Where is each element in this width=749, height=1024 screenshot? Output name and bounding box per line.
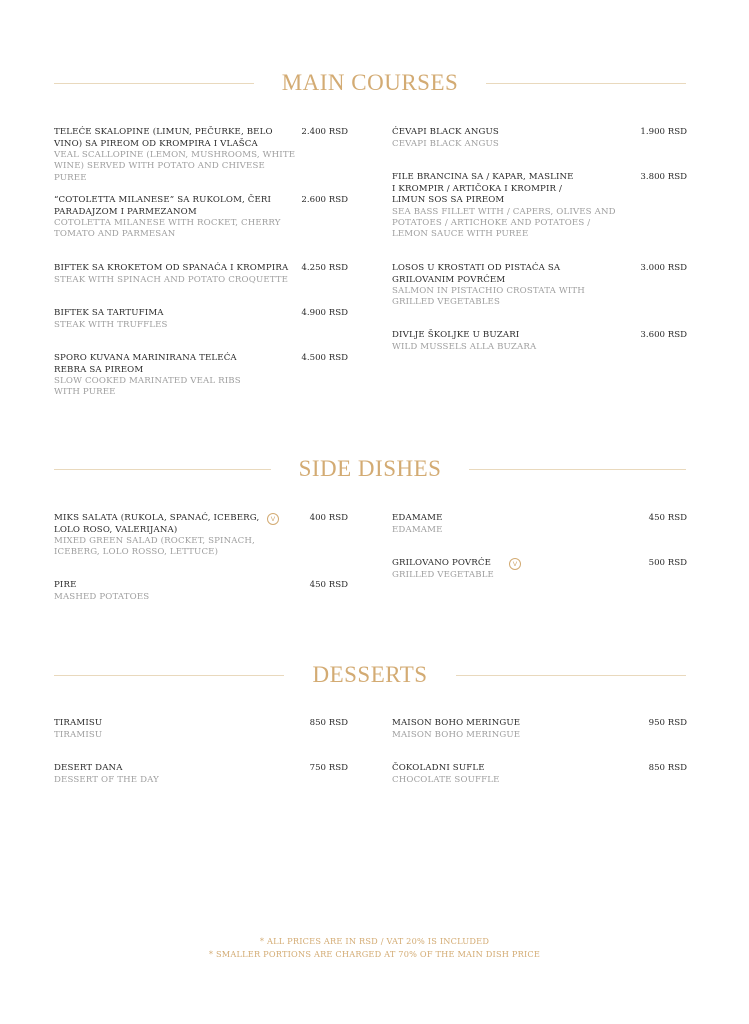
dish-description: CEVAPI BLACK ANGUS [392,138,499,149]
dish-description: EDAMAME [392,524,443,535]
dish-description: MAISON BOHO MERINGUE [392,729,521,740]
divider-line [456,675,686,676]
section-header-side-dishes [54,456,686,482]
dish-name: ĆEVAPI BLACK ANGUS [392,127,499,137]
menu-item [54,127,348,184]
dish-price: 850 RSD [648,763,687,773]
dish-description: GRILLED VEGETABLE [392,569,494,580]
dish-price: 950 RSD [648,718,687,728]
dish-name: SPORO KUVANA MARINIRANA TELEĆA REBRA SA PIREOM [54,353,237,375]
dish-description: MIXED GREEN SALAD (ROCKET, SPINACH, ICEBERG, LOLO ROSSO, LETTUCE) [54,536,255,558]
dish-description: MASHED POTATOES [54,591,150,602]
dish-name: TIRAMISU [54,718,103,728]
menu-item [392,763,687,786]
dish-price: 850 RSD [309,718,348,728]
dish-name: LOSOS U KROSTATI OD PISTAĆA SA GRILOVANIM POVRĆEM [392,263,561,285]
dish-description: DESSERT OF THE DAY [54,774,159,785]
divider-line [54,83,254,84]
dish-price: 4.500 RSD [301,353,348,363]
menu-item [54,513,348,559]
menu-item [392,263,687,309]
dish-price: 3.600 RSD [640,330,687,340]
dish-name: BIFTEK SA TARTUFIMA [54,308,164,318]
menu-item [392,718,687,741]
menu-item [54,308,348,331]
dish-description: CHOCOLATE SOUFFLE [392,774,500,785]
dish-price: 450 RSD [309,580,348,590]
dish-description: TIRAMISU [54,729,103,740]
dish-name: “COTOLETTA MILANESE” SA RUKOLOM, ČERI PARADAJZOM I PARMEZANOM [54,195,272,217]
dish-description: COTOLETTA MILANESE WITH ROCKET, CHERRY TOMATO AND PARMESAN [54,218,281,240]
dish-name: EDAMAME [392,513,443,523]
dish-name: MIKS SALATA (RUKOLA, SPANAĆ, ICEBERG, LOLO ROSO, VALERIJANA) [54,513,260,535]
dish-price: 2.600 RSD [301,195,348,205]
dish-description: SLOW COOKED MARINATED VEAL RIBS WITH PUREE [54,376,241,398]
dish-description: WILD MUSSELS ALLA BUZARA [392,341,537,352]
footer-note-vat: * ALL PRICES ARE IN RSD / VAT 20% IS INCLUDED [259,936,490,946]
dish-name: FILE BRANCINA SA / KAPAR, MASLINE I KROMPIR / ARTIČOKA I KROMPIR / LIMUN SOS SA PIREOM [392,172,574,205]
menu-item [54,580,348,603]
dish-price: 750 RSD [309,763,348,773]
menu-item [392,330,687,353]
dish-name: DESERT DANA [54,763,123,773]
divider-line [54,469,271,470]
dish-price: 500 RSD [648,558,687,568]
menu-item [54,353,348,399]
vegetarian-icon: V [509,558,521,570]
menu-item [54,263,348,286]
divider-line [54,675,284,676]
dish-price: 3.800 RSD [640,172,687,182]
dish-price: 3.000 RSD [640,263,687,273]
dish-price: 450 RSD [648,513,687,523]
dish-description: SALMON IN PISTACHIO CROSTATA WITH GRILLED VEGETABLES [392,286,585,308]
footer-note-portions: * SMALLER PORTIONS ARE CHARGED AT 70% OF THE MAIN DISH PRICE [208,948,541,959]
dish-name: TELEĆE SKALOPINE (LIMUN, PEČURKE, BELO VINO) SA PIREOM OD KROMPIRA I VLAŠCA [54,127,273,149]
section-title: DESSERTS [312,662,428,687]
dish-price: 4.250 RSD [301,263,348,273]
dish-name: GRILOVANO POVRĆE [392,558,492,568]
dish-price: 1.900 RSD [640,127,687,137]
menu-item [54,718,348,741]
dish-name: BIFTEK SA KROKETOM OD SPANAĆA I KROMPIRA [54,263,289,273]
section-title: MAIN COURSES [281,70,459,95]
menu-item [54,195,348,241]
dish-description: VEAL SCALLOPINE (LEMON, MUSHROOMS, WHITE WINE) SERVED WITH POTATO AND CHIVESE PUREE [54,150,296,183]
menu-item [54,763,348,786]
dish-description: STEAK WITH TRUFFLES [54,319,168,330]
menu-item [392,172,687,240]
dish-price: 2.400 RSD [301,127,348,137]
section-title: SIDE DISHES [298,456,442,481]
dish-description: STEAK WITH SPINACH AND POTATO CROQUETTE [54,274,289,285]
dish-name: MAISON BOHO MERINGUE [392,718,521,728]
dish-price: 400 RSD [309,513,348,523]
section-header-main-courses [54,70,686,96]
menu-item [392,513,687,536]
footer-notes [0,935,749,960]
dish-description: SEA BASS FILLET WITH / CAPERS, OLIVES AND POTATOES / ARTICHOKE AND POTATOES / LEMON SAUCE WITH PUREE [392,206,616,240]
dish-name: PIRE [54,580,77,590]
dish-name: DIVLJE ŠKOLJKE U BUZARI [392,330,520,340]
menu-item [392,127,687,150]
section-header-desserts [54,662,686,688]
divider-line [486,83,686,84]
menu-item [392,558,687,581]
dish-name: ČOKOLADNI SUFLE [392,763,485,773]
divider-line [469,469,686,470]
vegetarian-icon: V [267,513,279,525]
dish-price: 4.900 RSD [301,308,348,318]
